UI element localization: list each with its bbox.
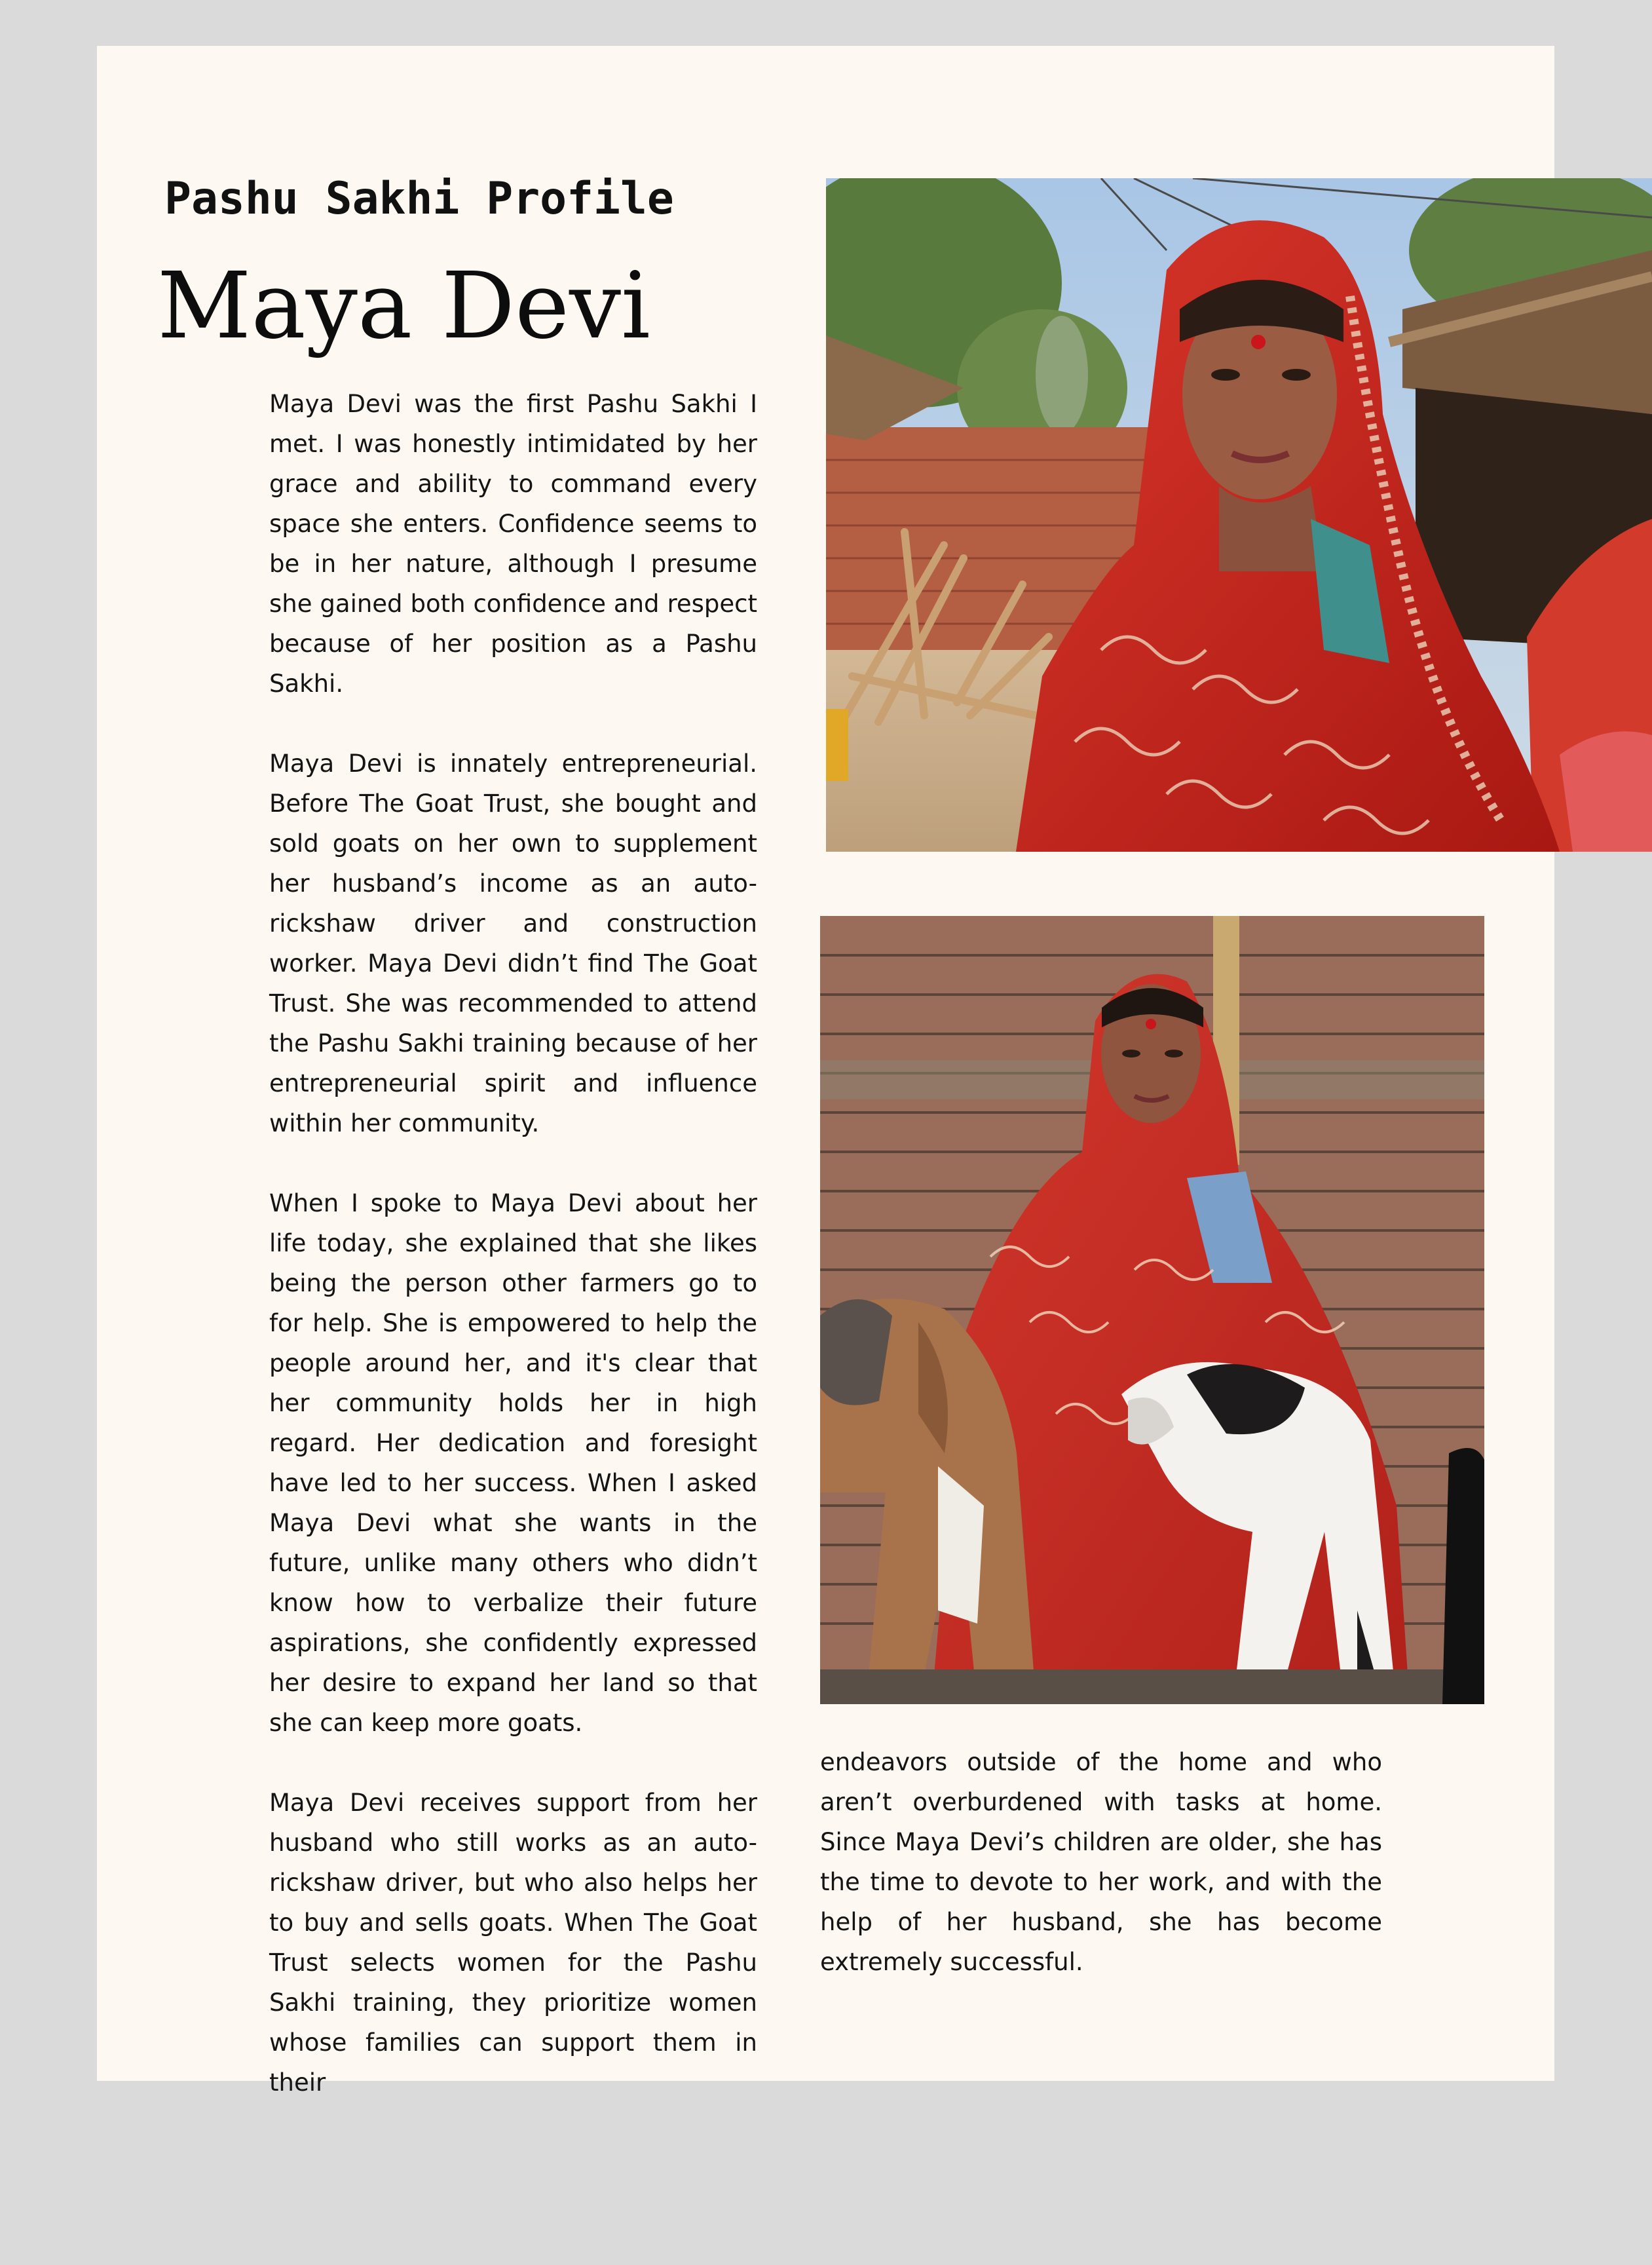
page-title: Maya Devi: [157, 253, 650, 360]
paragraph: When I spoke to Maya Devi about her life today, she explained that she likes being the person other farmers go to for help. She is empowered to help the people around her, and it's clear that her community holds her in high regard. Her dedication and foresight have led to her success. When I asked Maya Devi what she wants in the future, unlike many others who didn’t know how to verbalize their future aspirations, she confidently expressed her desire to expand her land so that she can keep more goats.: [269, 1189, 757, 1737]
paragraph: Maya Devi receives support from her husband who still works as an auto-rickshaw driver, but who also helps her to buy and sells goats. When The Goat Trust selects women for the Pashu Sakhi training, they prioritize women whose families can support them in their: [269, 1789, 757, 2097]
paragraph: Maya Devi is innately entrepreneurial. Before The Goat Trust, she bought and sold goats on her own to supplement her husband’s income as an auto-rickshaw driver and construction worker. Maya Devi didn’t find The Goat Trust. She was recommended to attend the Pashu Sakhi training because of her entrepreneurial spirit and influence within her community.: [269, 750, 757, 1137]
portrait-photo-illustration: [826, 178, 1652, 852]
goats-photo-illustration: [820, 916, 1484, 1704]
paragraph: Maya Devi was the first Pashu Sakhi I met. I was honestly intimidated by her grace and ability to command every space she enters. Confidence seems to be in her nature, although I presume she gained both confidence and respect because of her position as a Pashu Sakhi.: [269, 390, 757, 698]
paragraph: endeavors outside of the home and who aren’t overburdened with tasks at home. Since Maya Devi’s children are older, she has the time to devote to her work, and with the help of her husband, she has become extremely successful.: [820, 1748, 1382, 1976]
section-eyebrow: Pashu Sakhi Profile: [164, 173, 674, 225]
portrait-photo: [826, 178, 1652, 852]
goats-photo: [820, 916, 1484, 1704]
body-column-left: [269, 384, 757, 2103]
body-column-right: [820, 1742, 1382, 1982]
